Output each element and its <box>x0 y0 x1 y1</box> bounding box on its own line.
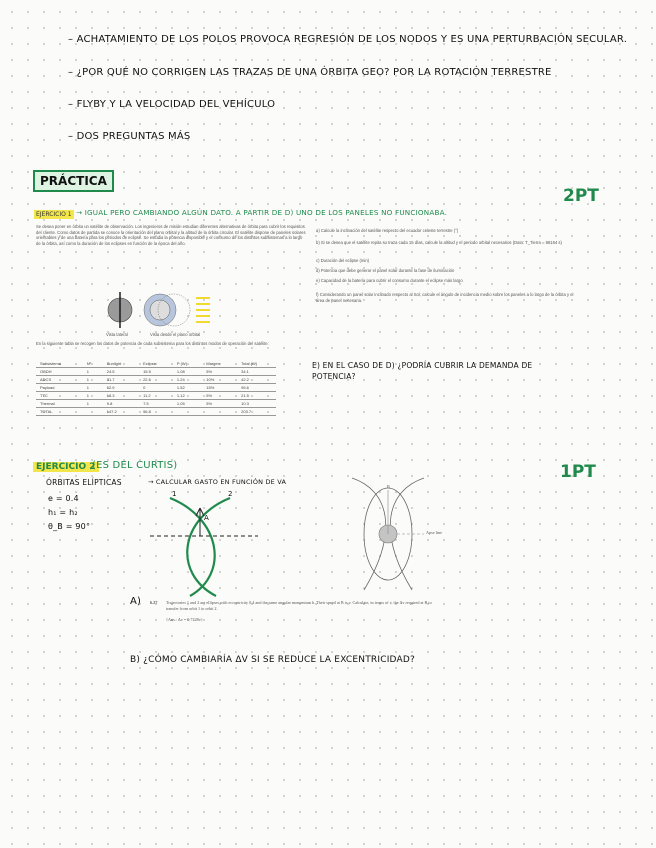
ej1-question-b: b) Si se desea que el satélite repita su traza cada 15 días, calcule la altitud y el periodo orbital necesarios (Dato: T_Tierra = 86164 s) <box>316 240 562 245</box>
table-row <box>36 392 276 400</box>
ej1-points: 2PT <box>563 186 599 206</box>
ej1-question-f: f) Considerando un panel solar inclinado respecto al Sol, calcule el ángulo de incidencia medio sobre los paneles a lo largo de la órbita y el área de panel necesaria. <box>316 292 574 303</box>
ej2-hand-sketch <box>150 488 260 600</box>
table-cell: 95.6 <box>237 384 276 392</box>
ej2-question-b: B) ¿CÓMO CAMBIARÍA ΔV SI SE REDUCE LA EXCENTRICIDAD? <box>130 655 415 665</box>
note-line-1: – ACHATAMIENTO DE LOS POLOS PROVOCA REGRESIÓN DE LOS NODOS Y ES UNA PERTURBACIÓN SECULAR. <box>68 34 628 45</box>
table-row <box>36 408 276 416</box>
table-row <box>36 400 276 408</box>
table-cell: TOTAL <box>36 408 83 416</box>
ej1-power-table <box>36 360 276 416</box>
table-cell: 18.3 <box>103 392 139 400</box>
ej1-question-d: d) Potencia que debe generar el panel solar durante la fase de iluminación <box>316 268 455 273</box>
table-cell: 203.7 <box>237 408 276 416</box>
ej1-question-c: c) Duración del eclipse (min) <box>316 258 370 263</box>
table-header-cell: Nº <box>83 360 103 368</box>
ej2-given-title: ÓRBITAS ELÍPTICAS <box>46 478 122 487</box>
table-cell: 1.24 <box>173 376 202 384</box>
table-cell: TTC <box>36 392 83 400</box>
ej2-curtis-figure <box>338 470 488 596</box>
table-row <box>36 368 276 376</box>
table-cell: 1.08 <box>173 368 202 376</box>
table-cell <box>202 408 237 416</box>
ej2-sketch-label-1: 1 <box>172 490 177 498</box>
table-row <box>36 384 276 392</box>
table-header-cell: Eclipse <box>139 360 173 368</box>
ej1-heading: → IGUAL PERO CAMBIANDO ALGÚN DATO. A PARTIR DE D) UNO DE LOS PANELES NO FUNCIONABA. <box>76 208 448 217</box>
table-cell: 31.7 <box>103 376 139 384</box>
ej2-problem-answer: {Ans.: Δv = 0.7428v} <box>166 617 203 622</box>
table-cell: Thermal <box>36 400 83 408</box>
table-cell: ADCS <box>36 376 83 384</box>
table-header-row <box>36 360 276 368</box>
ej2-source: (ES DEL CURTIS) <box>92 460 178 471</box>
ej2-points: 1PT <box>560 462 596 482</box>
table-cell: 147.2 <box>103 408 139 416</box>
note-line-3: – FLYBY Y LA VELOCIDAD DEL VEHÍCULO <box>68 99 276 110</box>
table-cell <box>173 408 202 416</box>
ej2-sketch-label-2: 2 <box>228 490 233 498</box>
table-cell: 1 <box>83 376 103 384</box>
table-cell: 56.8 <box>139 408 173 416</box>
table-cell: OBDH <box>36 368 83 376</box>
table-header-cell: Subsistema <box>36 360 83 368</box>
table-cell: 5% <box>202 368 237 376</box>
table-cell: 10% <box>202 376 237 384</box>
note-line-4: – DOS PREGUNTAS MÁS <box>68 131 191 142</box>
table-header-cell: Total (W) <box>237 360 276 368</box>
ej1-statement: Se desea poner en órbita un satélite de observación. Los ingenieros de misión estudian diferentes alternativas de órbita para cubrir los requisitos del cliente. Como datos de partida se conoce la orientación del plano orbital y la altitud de la órbita circular. El satélite dispone de paneles solares orientables y de una batería para los periodos de eclipse. Se estudia la potencia disponible y el consumo de los distintos subsistemas a lo largo de la órbita, así como la duración de los eclipses en función de la época del año. <box>36 224 306 246</box>
table-header-cell: Sunlight <box>103 360 139 368</box>
ej2-marker-a: A) <box>130 596 142 607</box>
table-header-cell: Margen <box>202 360 237 368</box>
table-cell: 15.5 <box>139 368 173 376</box>
ej2-point-b-label: B <box>387 484 390 489</box>
ej2-apse-line-label: Apse line <box>426 530 442 535</box>
table-cell: 1 <box>83 392 103 400</box>
table-cell: 1.05 <box>173 400 202 408</box>
table-cell: 1 <box>83 368 103 376</box>
table-cell: 5% <box>202 400 237 408</box>
table-cell: 1 <box>83 384 103 392</box>
table-cell: 15% <box>202 384 237 392</box>
table-cell: 1.52 <box>173 384 202 392</box>
table-cell: 11.2 <box>139 392 173 400</box>
ej1-tag: EJERCICIO 1 <box>36 211 72 218</box>
table-cell: 10.3 <box>237 400 276 408</box>
ej2-sketch-label-a: A <box>204 514 209 522</box>
ej2-given-theta: θ_B = 90° <box>48 522 91 531</box>
ej1-question-e: e) Capacidad de la batería para cubrir el consumo durante el eclipse más largo <box>316 278 463 283</box>
table-cell: 34.1 <box>237 368 276 376</box>
ej2-problem-text: Trajectories 1 and 2 are ellipses with eccentricity 0.4 and the same angular momentum h. Their speed at B is v. Calculate, in terms of v, the Δv required at B to transfer from orbit 1 to orbit 2. <box>166 600 432 611</box>
table-header-cell: P (W) <box>173 360 202 368</box>
table-cell: 62.9 <box>103 384 139 392</box>
table-cell: 7.5 <box>139 400 173 408</box>
table-cell: 0 <box>139 384 173 392</box>
ej1-question-a: a) Calcule la inclinación del satélite respecto del ecuador celeste terrestre (°) <box>316 228 459 233</box>
table-cell: 42.2 <box>237 376 276 384</box>
table-cell: Payload <box>36 384 83 392</box>
table-cell: 1.12 <box>173 392 202 400</box>
ej2-tag: EJERCICIO 2 <box>33 462 99 472</box>
ej2-problem-number: 6.27 <box>150 600 158 605</box>
table-cell: 22.6 <box>139 376 173 384</box>
ej1-fig-caption-left: Vista lateral <box>106 332 128 337</box>
note-line-2: – ¿POR QUÉ NO CORRIGEN LAS TRAZAS DE UNA ÓRBITA GEO? POR LA ROTACIÓN TERRESTRE <box>68 67 552 78</box>
ej1-question-e-handwritten: E) EN EL CASO DE D) ¿PODRÍA CUBRIR LA DEMANDA DE POTENCIA? <box>312 361 533 381</box>
table-cell: 5% <box>202 392 237 400</box>
ej1-table-intro: En la siguiente tabla se recogen los datos de potencia de cada subsistema para los distintos modos de operación del satélite: <box>36 341 269 346</box>
ej2-calc-note: → CALCULAR GASTO EN FUNCIÓN DE VA <box>148 478 287 486</box>
table-cell: 1 <box>83 400 103 408</box>
ej1-figure <box>100 288 220 332</box>
ej1-fig-caption-right: Vista desde el plano orbital <box>150 332 201 337</box>
table-row <box>36 376 276 384</box>
table-cell: 9.8 <box>103 400 139 408</box>
table-cell <box>83 408 103 416</box>
ej2-given-e: e = 0.4 <box>48 494 79 503</box>
practica-heading: PRÁCTICA <box>33 170 114 192</box>
ej2-given-h: h₁ = h₂ <box>48 508 78 517</box>
table-cell: 21.5 <box>237 392 276 400</box>
table-cell: 24.5 <box>103 368 139 376</box>
